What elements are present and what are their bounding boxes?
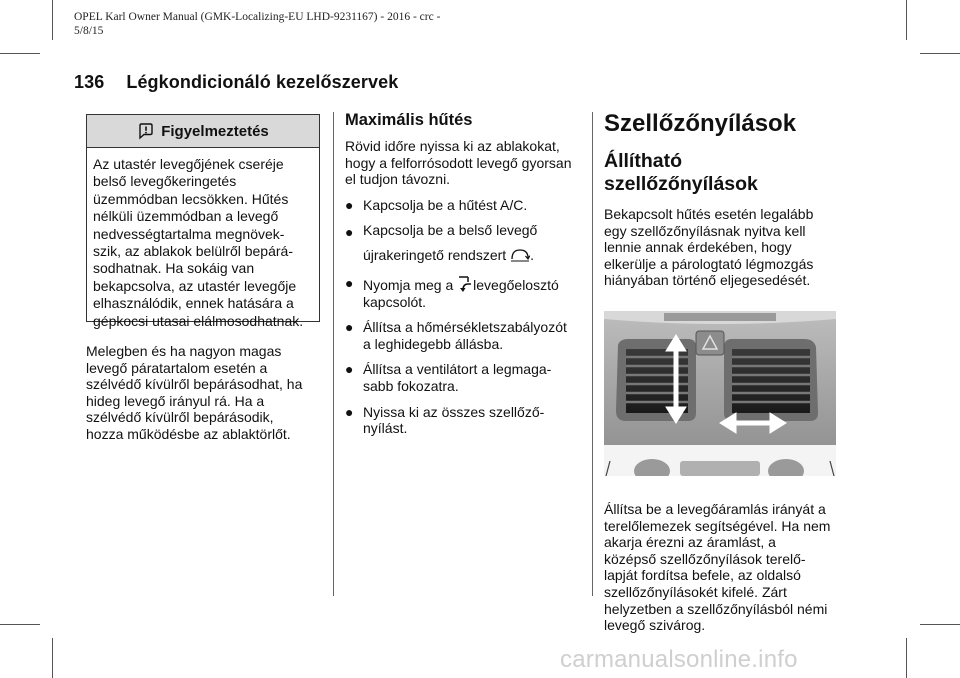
text-line: elkerülje a párologtató légmozgás <box>604 255 814 272</box>
list-item <box>345 404 583 437</box>
text-line: levegő páratartalom esetén a <box>86 359 268 376</box>
text-line: sodhatnak. Ha sokáig van <box>93 260 255 277</box>
text-line: nedvességtartalma megnövek- <box>93 225 285 242</box>
bullet: ● <box>345 403 354 420</box>
text-line: Nyissa ki az összes szellőző- <box>363 403 545 420</box>
bullet: ● <box>345 361 354 378</box>
text-line: el tudjon távozni. <box>345 171 451 188</box>
bullet: ● <box>345 274 354 291</box>
meta-line-1: OPEL Karl Owner Manual (GMK-Localizing-EU LHD-9231167) - 2016 - crc - <box>74 11 441 23</box>
text-line: Bekapcsolt hűtés esetén legalább <box>604 206 814 222</box>
document-meta <box>74 10 440 38</box>
meta-line-2: 5/8/15 <box>74 25 104 37</box>
step-list <box>345 197 583 437</box>
text-line <box>363 245 583 266</box>
text-line: Állítsa be a levegőáramlás irányát a <box>604 500 826 517</box>
list-item <box>345 197 583 214</box>
text-line: belső levegőkeringetés <box>93 173 237 190</box>
text-line: nélküli üzemmódban a levegő <box>93 208 279 225</box>
intro-paragraph <box>345 138 583 188</box>
crop-mark <box>906 638 907 678</box>
text-line: bekapcsolva, az utastér levegője <box>93 277 297 294</box>
text-line: Rövid időre nyissa ki az ablakokat, <box>345 138 560 154</box>
text-line <box>363 275 583 294</box>
subsection-title: Állítható szellőzőnyílások <box>604 150 758 195</box>
text-line: szélvédő kívülről bepárásodhat, ha <box>86 376 303 393</box>
page-number: 136 <box>74 72 105 92</box>
chapter-title: Légkondicionáló kezelőszervek <box>126 72 399 92</box>
crop-mark <box>906 0 907 40</box>
text-line: szélvédő kívülről bepárásodik, <box>86 409 274 426</box>
section-heading: Maximális hűtés <box>345 111 473 129</box>
crop-mark <box>0 53 40 54</box>
intro-paragraph <box>604 206 840 289</box>
list-item <box>345 275 583 310</box>
text-line: nyílást. <box>363 420 408 437</box>
bullet: ● <box>345 319 354 336</box>
air-vent-illustration <box>604 311 836 476</box>
list-item <box>345 361 583 394</box>
warning-icon <box>137 122 155 140</box>
air-distribution-icon <box>457 275 473 293</box>
text-line: hogy a felforrósodott levegő gyorsan <box>345 154 572 171</box>
text-line: hiányában történő eljegesedését. <box>604 272 811 289</box>
text-line: hozza működésbe az ablaktörlőt. <box>86 425 291 442</box>
text-fragment: Nyomja meg a <box>363 276 454 293</box>
text-line: középső szellőzőnyílások terelő- <box>604 550 806 567</box>
max-cooling-section <box>345 111 583 437</box>
page-heading <box>74 72 398 93</box>
text-line: hideg levegő irányul rá. Ha a <box>86 392 265 409</box>
adjustment-paragraph <box>604 501 840 634</box>
text-fragment: . <box>530 246 534 263</box>
text-line: kapcsolót. <box>363 293 427 310</box>
warning-text <box>87 148 319 330</box>
list-item <box>345 222 583 266</box>
text-line: elhasználódik, ennek hatására a <box>93 295 294 312</box>
text-line: helyzetben a szellőzőnyílásból némi <box>604 600 828 617</box>
text-line: lapját fordítsa befele, az oldalsó <box>604 567 801 584</box>
crop-mark <box>52 0 53 40</box>
recirculation-icon <box>510 247 530 263</box>
warning-header <box>87 115 319 148</box>
text-line: levegő szivárog. <box>604 617 706 634</box>
warning-title: Figyelmeztetés <box>161 122 269 140</box>
text-line: egy szellőzőnyílásnak nyitva kell <box>604 222 806 239</box>
text-line: a leghidegebb állásba. <box>363 335 504 352</box>
text-line: Kapcsolja be a belső levegő <box>363 222 538 239</box>
crop-mark <box>920 53 960 54</box>
text-line: Kapcsolja be a hűtést A/C. <box>363 196 528 213</box>
text-line: Állítsa a hőmérsékletszabályozót <box>363 319 567 336</box>
text-line: akarja érezni az áramlást, a <box>604 534 776 551</box>
section-title: Szellőzőnyílások <box>604 110 797 137</box>
text-line: üzemmódban lecsökken. Hűtés <box>93 190 289 207</box>
text-line: Melegben és ha nagyon magas <box>86 343 282 359</box>
list-item <box>345 319 583 352</box>
column-divider <box>333 112 334 596</box>
crop-mark <box>52 638 53 678</box>
column-divider <box>592 112 593 596</box>
text-line: lennie annak érdekében, hogy <box>604 239 792 256</box>
bullet: ● <box>345 224 354 241</box>
text-line: gépkocsi utasai elálmosodhatnak. <box>93 312 304 329</box>
text-line: szik, az ablakok belülről bepárá- <box>93 243 293 260</box>
bullet: ● <box>345 196 354 213</box>
crop-mark <box>920 624 960 625</box>
text-line: Állítsa a ventilátort a legmaga- <box>363 361 552 378</box>
watermark: carmanualsonline.info <box>560 646 798 673</box>
condensation-paragraph <box>86 343 322 443</box>
text-line: sabb fokozatra. <box>363 377 459 394</box>
crop-mark <box>0 624 40 625</box>
warning-box <box>86 114 320 329</box>
text-line: terelőlemezek segítségével. Ha nem <box>604 517 831 534</box>
text-fragment: újrakeringető rendszert <box>363 246 507 263</box>
text-fragment: levegőelosztó <box>473 276 559 293</box>
text-line: Az utastér levegőjének cseréje <box>93 156 284 172</box>
vents-section <box>604 110 840 634</box>
text-line: szellőzőnyílásokét kifelé. Zárt <box>604 583 787 600</box>
